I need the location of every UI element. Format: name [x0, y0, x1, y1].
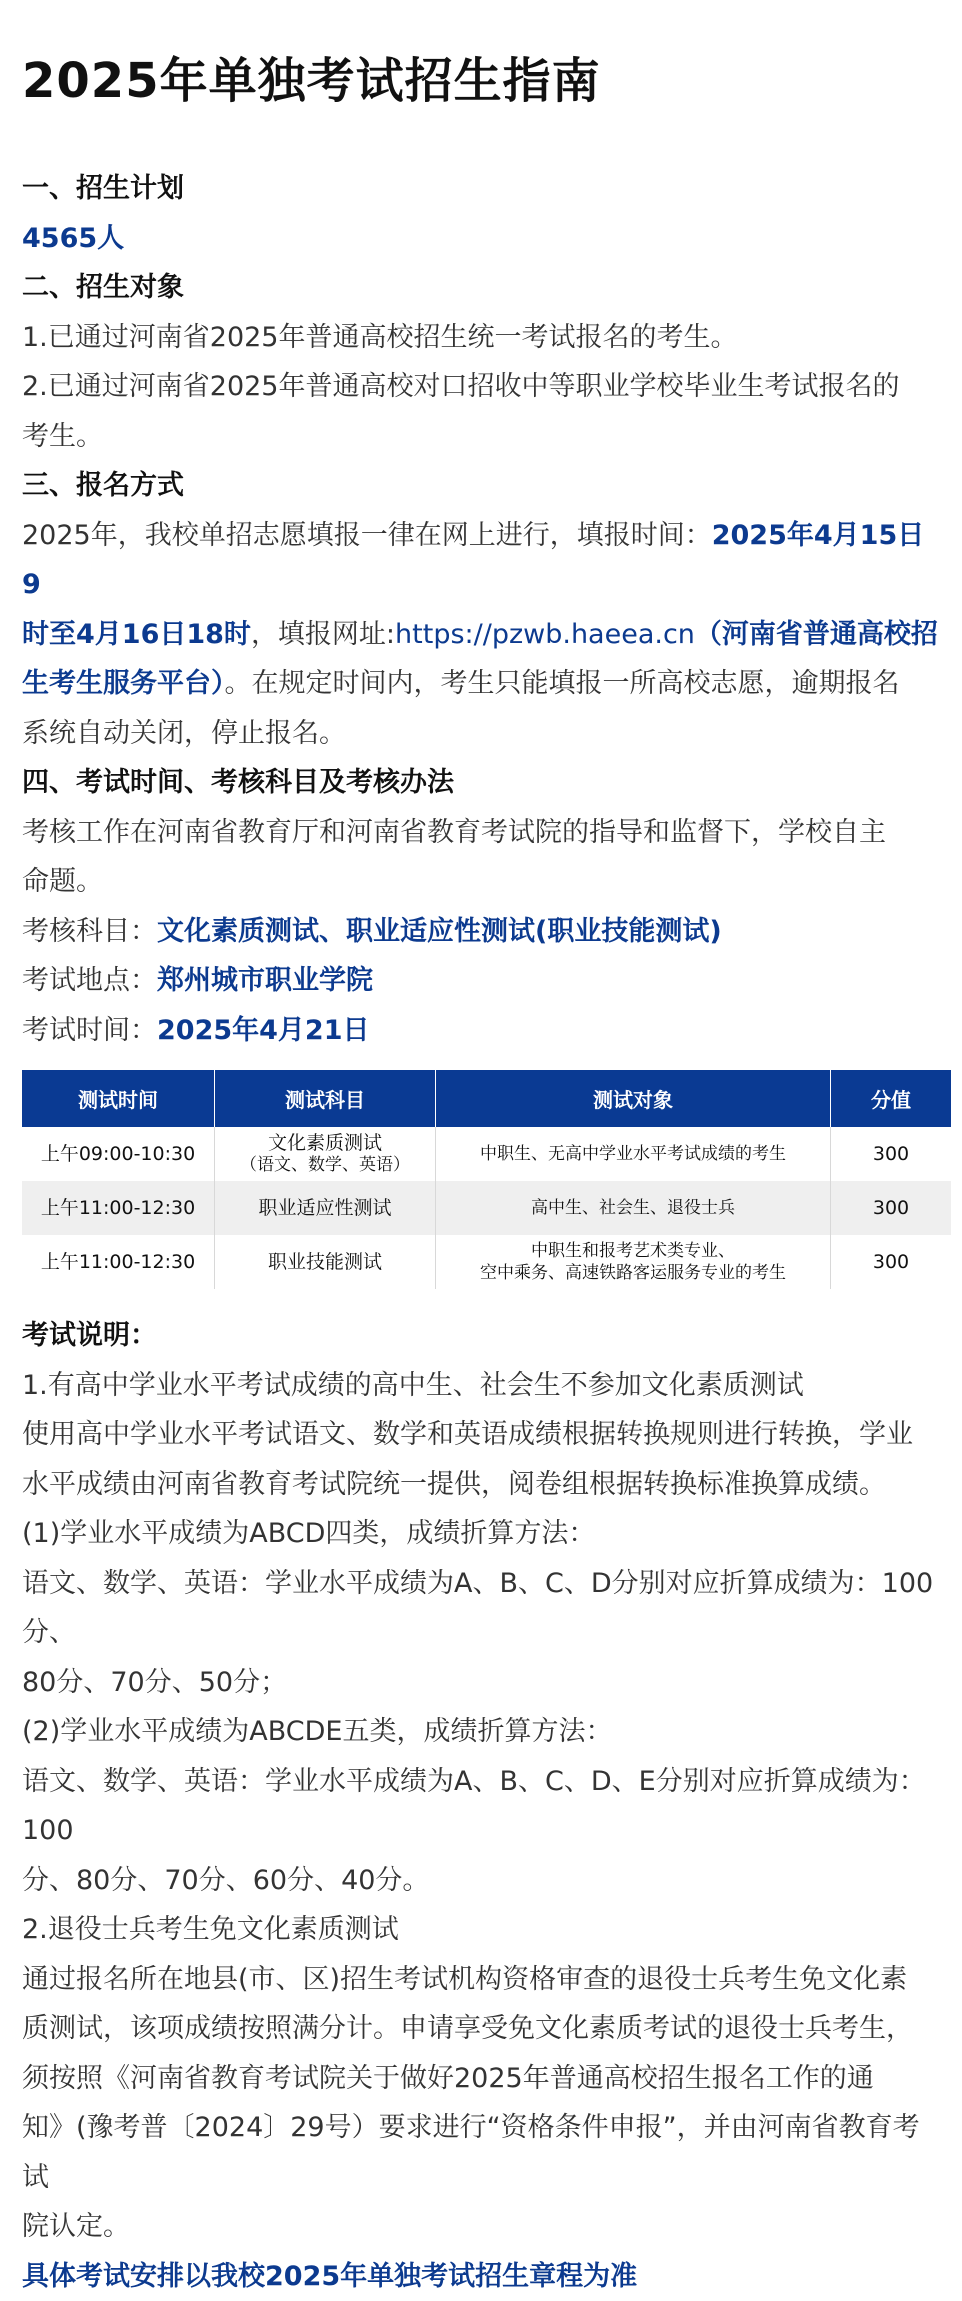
notes-line: 2.退役士兵考生免文化素质测试	[22, 1905, 940, 1955]
notes-line: (1)学业水平成绩为ABCD四类，成绩折算方法：	[22, 1509, 940, 1559]
exam-intro-line-1: 考核工作在河南省教育厅和河南省教育考试院的指导和监督下，学校自主	[22, 808, 940, 858]
registration-url-link[interactable]: https://pzwb.haeea.cn	[395, 619, 695, 650]
cell-score: 300	[831, 1127, 952, 1181]
exam-time-label: 考试时间：	[22, 1015, 157, 1046]
notes-line: 质测试，该项成绩按照满分计。申请享受免文化素质考试的退役士兵考生，	[22, 2004, 940, 2054]
registration-line-3	[22, 659, 940, 709]
target-item-2-line-1: 2.已通过河南省2025年普通高校对口招收中等职业学校毕业生考试报名的	[22, 362, 940, 412]
subject-name: 文化素质测试	[217, 1132, 433, 1154]
cell-subject	[215, 1127, 436, 1181]
notes-line: 通过报名所在地县(市、区)招生考试机构资格审查的退役士兵考生免文化素	[22, 1955, 940, 2005]
exam-subjects-value: 文化素质测试、职业适应性测试(职业技能测试)	[157, 916, 722, 947]
notes-line: 语文、数学、英语：学业水平成绩为A、B、C、D分别对应折算成绩为：100分、	[22, 1559, 940, 1658]
exam-place-label: 考试地点：	[22, 965, 157, 996]
cell-subject: 职业适应性测试	[215, 1181, 436, 1235]
notes-line: (2)学业水平成绩为ABCDE五类，成绩折算方法：	[22, 1707, 940, 1757]
notes-line: 须按照《河南省教育考试院关于做好2025年普通高校招生报名工作的通	[22, 2054, 940, 2104]
target-item-2-line-2: 考生。	[22, 412, 940, 462]
notes-line: 1.有高中学业水平考试成绩的高中生、社会生不参加文化素质测试	[22, 1361, 940, 1411]
notes-line: 分、80分、70分、60分、40分。	[22, 1856, 940, 1906]
notes-line: 院认定。	[22, 2202, 940, 2252]
cell-time: 上午09:00-10:30	[22, 1127, 215, 1181]
section-heading-exam: 四、考试时间、考核科目及考核办法	[22, 758, 940, 808]
registration-rule: 。在规定时间内，考生只能填报一所高校志愿，逾期报名	[225, 668, 900, 699]
platform-name-part-1: （河南省普通高校招	[695, 619, 938, 650]
registration-end-time: 时至4月16日18时	[22, 619, 251, 650]
notes-footer: 具体考试安排以我校2025年单独考试招生章程为准	[22, 2252, 940, 2301]
cell-target: 高中生、社会生、退役士兵	[436, 1181, 831, 1235]
table-row	[22, 1181, 951, 1235]
target-line-2: 空中乘务、高速铁路客运服务专业的考生	[438, 1262, 828, 1284]
cell-score: 300	[831, 1181, 952, 1235]
exam-time-value: 2025年4月21日	[157, 1015, 370, 1046]
section-heading-target: 二、招生对象	[22, 263, 940, 313]
cell-time: 上午11:00-12:30	[22, 1235, 215, 1289]
registration-start-time: 2025年4月15日9	[22, 520, 924, 601]
cell-subject: 职业技能测试	[215, 1235, 436, 1289]
table-row	[22, 1235, 951, 1289]
notes-line: 水平成绩由河南省教育考试院统一提供，阅卷组根据转换标准换算成绩。	[22, 1460, 940, 1510]
exam-place	[22, 956, 940, 1006]
target-line-1: 中职生和报考艺术类专业、	[438, 1240, 828, 1262]
notes-line: 知》(豫考普〔2024〕29号）要求进行“资格条件申报”，并由河南省教育考试	[22, 2103, 940, 2202]
notes-line: 80分、70分、50分；	[22, 1658, 940, 1708]
table-header-row	[22, 1070, 951, 1127]
notes-line: 使用高中学业水平考试语文、数学和英语成绩根据转换规则进行转换，学业	[22, 1410, 940, 1460]
guide-content	[22, 164, 940, 2301]
notes-line: 语文、数学、英语：学业水平成绩为A、B、C、D、E分别对应折算成绩为：100	[22, 1757, 940, 1856]
notes-heading: 考试说明：	[22, 1311, 940, 1361]
header-test-target: 测试对象	[436, 1070, 831, 1127]
registration-url-label: ，填报网址:	[251, 619, 395, 650]
exam-place-value: 郑州城市职业学院	[157, 965, 373, 996]
registration-line-1	[22, 511, 940, 610]
exam-subjects	[22, 907, 940, 957]
header-test-subject: 测试科目	[215, 1070, 436, 1127]
cell-score: 300	[831, 1235, 952, 1289]
cell-target	[436, 1235, 831, 1289]
registration-intro: 2025年，我校单招志愿填报一律在网上进行，填报时间：	[22, 520, 712, 551]
exam-subjects-label: 考核科目：	[22, 916, 157, 947]
enrollment-count: 4565人	[22, 214, 940, 264]
cell-target: 中职生、无高中学业水平考试成绩的考生	[436, 1127, 831, 1181]
platform-name-part-2: 生考生服务平台）	[22, 668, 225, 699]
exam-time	[22, 1006, 940, 1056]
exam-intro-line-2: 命题。	[22, 857, 940, 907]
exam-schedule-table	[22, 1070, 951, 1289]
subject-detail: （语文、数学、英语）	[217, 1154, 433, 1176]
page-title: 2025年单独考试招生指南	[22, 0, 940, 124]
cell-time: 上午11:00-12:30	[22, 1181, 215, 1235]
section-heading-registration: 三、报名方式	[22, 461, 940, 511]
target-item-1: 1.已通过河南省2025年普通高校招生统一考试报名的考生。	[22, 313, 940, 363]
section-heading-plan: 一、招生计划	[22, 164, 940, 214]
table-row	[22, 1127, 951, 1181]
header-score: 分值	[831, 1070, 952, 1127]
header-test-time: 测试时间	[22, 1070, 215, 1127]
registration-line-4: 系统自动关闭，停止报名。	[22, 709, 940, 759]
registration-line-2	[22, 610, 940, 660]
